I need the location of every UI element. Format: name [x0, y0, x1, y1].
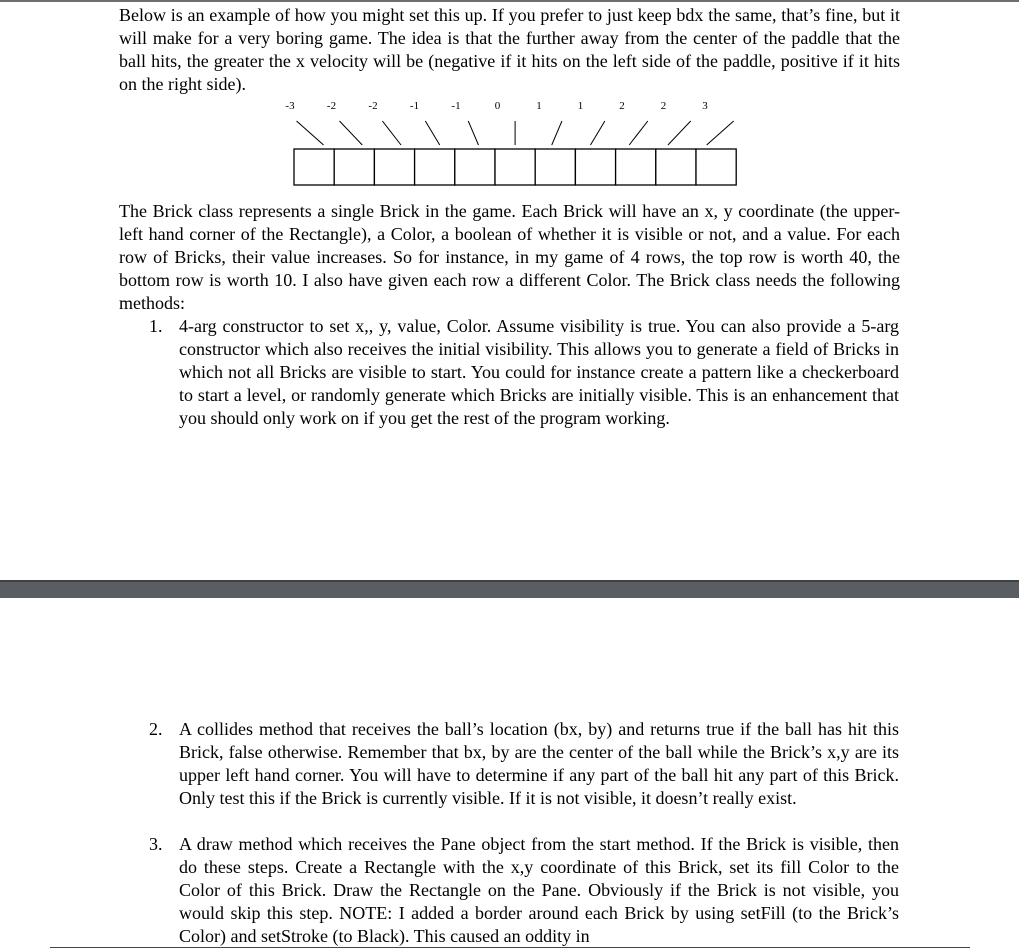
paddle-segment	[495, 149, 535, 185]
paddle-segment	[575, 149, 615, 185]
hit-line	[707, 121, 734, 145]
velocity-label: 2	[619, 100, 625, 112]
velocity-label: -1	[451, 100, 461, 112]
velocity-label: -3	[285, 100, 295, 112]
velocity-labels	[285, 100, 708, 112]
paddle-segment	[455, 149, 495, 185]
hit-line	[590, 121, 604, 145]
paddle-segment	[696, 149, 736, 185]
list-number: 2.	[149, 719, 163, 739]
hit-line	[339, 121, 362, 145]
velocity-label: -2	[326, 100, 337, 112]
paddle-segment	[656, 149, 696, 185]
list-item-text: A collides method that receives the ball’s location (bx, by) and returns true if the ball has hit this Brick, false otherwise. Remember that bx, by are the center of the ball while the Brick’s x,y are its upper left hand corner. You will have to determine if any part of the ball hit any part of this Brick. Only test this if the Brick is currently visible. If it is not visible, it doesn’t really exist.	[179, 719, 899, 808]
hit-line	[382, 121, 401, 145]
page-separator	[0, 580, 1019, 598]
paddle-segment	[616, 149, 656, 185]
velocity-label: 2	[660, 100, 667, 112]
hit-line	[297, 121, 324, 145]
paddle-segment	[415, 149, 455, 185]
page-bottom-edge	[50, 947, 970, 948]
hit-line	[629, 121, 648, 145]
list-item-text: A draw method which receives the Pane object from the start method. If the Brick is visible, then do these steps. Create a Rectangle with the x,y coordinate of this Brick, set its fill Color to the Color of this Brick. Draw the Rectangle on the Pane. Obviously if the Brick is not visible, you would skip this step. NOTE: I added a border around each Brick by using setFill (to the Brick’s Color) and setStroke (to Black). This caused an oddity in	[179, 834, 899, 946]
paddle-segment	[374, 149, 414, 185]
velocity-label: 3	[702, 100, 708, 112]
intro-paragraph: Below is an example of how you might set this up. If you prefer to just keep bdx the same, that’s fine, but it will make for a very boring game. The idea is that the further away from the center of the paddle that the ball hits, the greater the x velocity will be (negative if it hits on the left side of the paddle, positive if it hits on the right side).	[119, 5, 900, 94]
velocity-label: -2	[368, 100, 378, 112]
hit-line	[425, 121, 439, 145]
hit-line	[552, 121, 562, 145]
hit-line	[468, 121, 478, 145]
paddle-segments	[294, 149, 736, 185]
velocity-label: -1	[409, 100, 420, 112]
page-top-edge	[0, 0, 1019, 2]
paddle-segment	[535, 149, 575, 185]
list-number: 1.	[149, 316, 163, 336]
velocity-label: 1	[577, 100, 584, 112]
list-number: 3.	[149, 834, 163, 854]
paddle-velocity-diagram	[270, 95, 750, 187]
document-page-2	[0, 598, 1019, 949]
list-item-text: 4-arg constructor to set x,, y, value, Color. Assume visibility is true. You can also provide a 5-arg constructor which also receives the initial visibility. This allows you to generate a field of Bricks in which not all Bricks are visible to start. You could for instance create a pattern like a checkerboard to start a level, or randomly generate which Bricks are initially visible. This is an enhancement that you should only work on if you get the rest of the program working.	[179, 316, 899, 428]
velocity-label: 1	[536, 100, 542, 112]
brick-class-paragraph: The Brick class represents a single Brick in the game. Each Brick will have an x, y coordinate (the upper-left hand corner of the Rectangle), a Color, a boolean of whether it is visible or not, and a value. For each row of Bricks, their value increases. So for instance, in my game of 4 rows, the top row is worth 40, the bottom row is worth 10. I also have given each row a different Color. The Brick class needs the following methods:	[119, 201, 900, 313]
hit-line	[668, 121, 691, 145]
paddle-segment	[294, 149, 334, 185]
hit-direction-lines	[297, 121, 734, 145]
velocity-label: 0	[494, 100, 501, 112]
paddle-segment	[334, 149, 374, 185]
